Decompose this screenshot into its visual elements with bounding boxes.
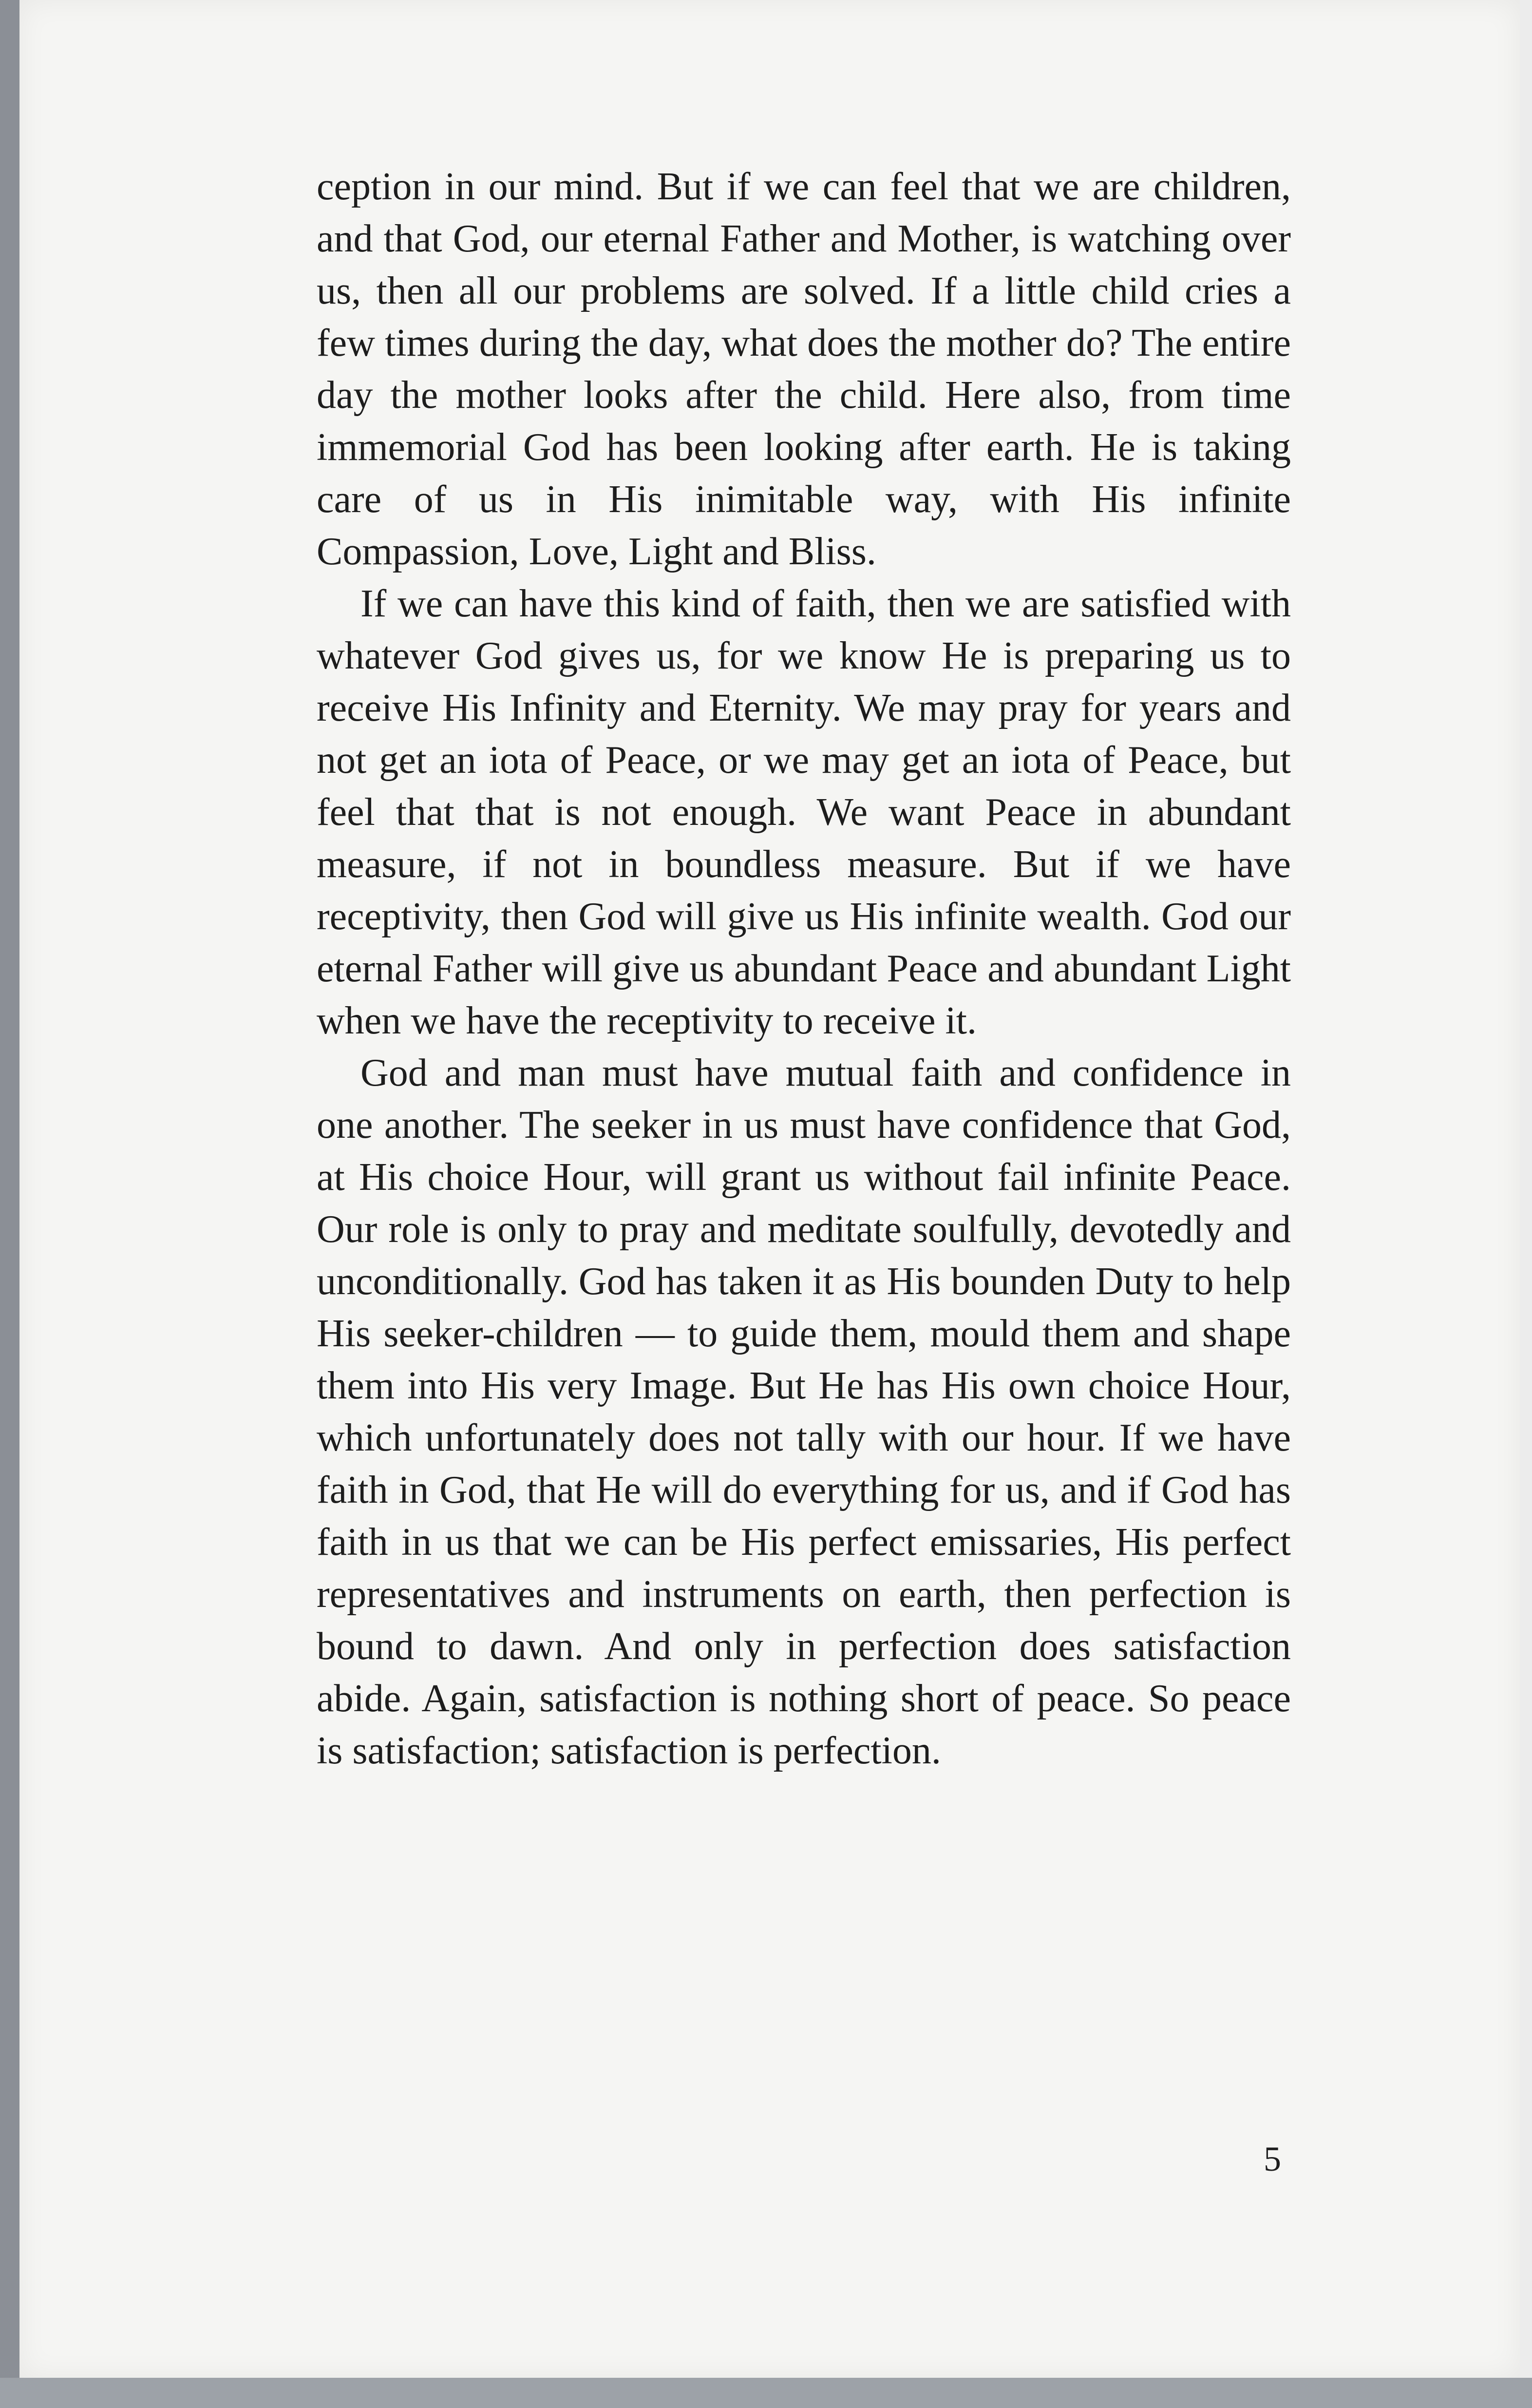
paragraph-3: God and man must have mutual faith and confidence in one another. The seeker in us must have confidence that God, at His choice Hour, will grant us without fail infinite Peace. Our role is only to pray and meditate soulfully, devotedly and unconditionally. God has taken it as His bounden Duty to help His seeker-children — to guide them, mould them and shape them into His very Image. But He has His own choice Hour, which unfortunately does not tally with our hour. If we have faith in God, that He will do everything for us, and if God has faith in us that we can be His perfect emissaries, His perfect representatives and instruments on earth, then perfection is bound to dawn. And only in perfection does satisfaction abide. Again, satisfaction is nothing short of peace. So peace is satisfaction; satisfaction is perfection. (317, 1051, 1291, 1772)
scan-left-edge (0, 0, 19, 2408)
body-text (317, 161, 1291, 1777)
paragraph-2: If we can have this kind of faith, then we are satisfied with whatever God gives us, for we know He is preparing us to receive His Infinity and Eternity. We may pray for years and not get an iota of Peace, or we may get an iota of Peace, but feel that that is not enough. We want Peace in abundant measure, if not in boundless measure. But if we have receptivity, then God will give us His infinite wealth. God our eternal Father will give us abundant Peace and abundant Light when we have the receptivity to receive it. (317, 582, 1291, 1042)
scan-bottom-edge (0, 2378, 1532, 2408)
page-number: 5 (1264, 2140, 1281, 2179)
paragraph-1: ception in our mind. But if we can feel that we are children, and that God, our eternal Father and Mother, is watching over us, then all our problems are solved. If a little child cries a few times during the day, what does the mother do? The entire day the mother looks after the child. Here also, from time immemorial God has been looking after earth. He is taking care of us in His inimitable way, with His infinite Compassion, Love, Light and Bliss. (317, 165, 1291, 573)
